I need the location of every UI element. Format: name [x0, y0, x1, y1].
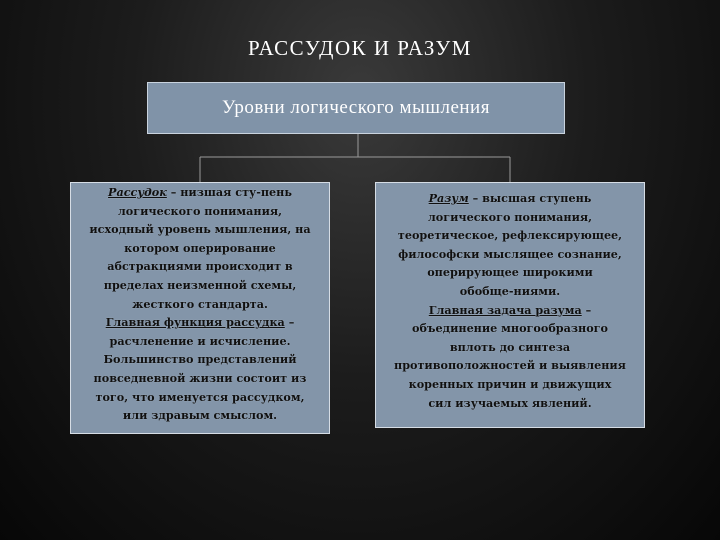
reason-definition-start: – низшая сту-пень — [166, 185, 292, 199]
reason-line-2: логического понимания, — [117, 203, 283, 218]
mind-task-label: Главная задача разума — [428, 302, 582, 317]
reason-line-12: того, что именуется рассудком, — [95, 389, 305, 404]
root-node-label: Уровни логического мышления — [222, 97, 490, 118]
reason-line-10: Большинство представлений — [103, 352, 297, 367]
mind-line-5: оперирующее широкими — [427, 265, 593, 280]
root-node — [147, 82, 565, 134]
reason-task-label: Главная функция рассудка — [105, 315, 285, 330]
mind-line-7 — [378, 301, 642, 320]
slide-title: РАССУДОК И РАЗУМ — [248, 36, 472, 60]
mind-line-6: обобще-ниями. — [459, 283, 561, 298]
reason-card — [70, 182, 330, 434]
mind-definition-start: – высшая ступень — [468, 191, 592, 205]
mind-line-3: теоретическое, рефлексирующее, — [397, 228, 623, 243]
reason-line-4: котором оперирование — [124, 240, 276, 255]
reason-line-7: жесткого стандарта. — [132, 296, 268, 311]
reason-line-3: исходный уровень мышления, на — [89, 222, 311, 237]
reason-line-11: повседневной жизни состоит из — [93, 370, 307, 385]
mind-line-12: сил изучаемых явлений. — [428, 395, 592, 410]
reason-line-1 — [73, 183, 327, 202]
reason-task-dash: – — [284, 315, 295, 330]
mind-line-11: коренных причин и движущих — [408, 376, 612, 391]
reason-line-6: пределах неизменной схемы, — [103, 277, 297, 292]
mind-line-2: логического понимания, — [427, 209, 593, 224]
mind-line-4: философски мыслящее сознание, — [398, 246, 622, 261]
reason-line-9: расчленение и исчисление. — [109, 333, 291, 348]
mind-term: Разум — [428, 191, 469, 205]
mind-card — [375, 182, 645, 428]
mind-line-1 — [378, 189, 642, 208]
mind-line-9: вплоть до синтеза — [449, 339, 571, 354]
reason-line-8 — [73, 313, 327, 332]
mind-line-8: объединение многообразного — [412, 321, 608, 336]
mind-task-dash: – — [581, 302, 592, 317]
reason-line-5: абстракциями происходит в — [107, 259, 293, 274]
mind-line-10: противоположностей и выявления — [394, 358, 626, 373]
reason-line-13: или здравым смыслом. — [122, 408, 278, 423]
reason-term: Рассудок — [108, 185, 167, 199]
